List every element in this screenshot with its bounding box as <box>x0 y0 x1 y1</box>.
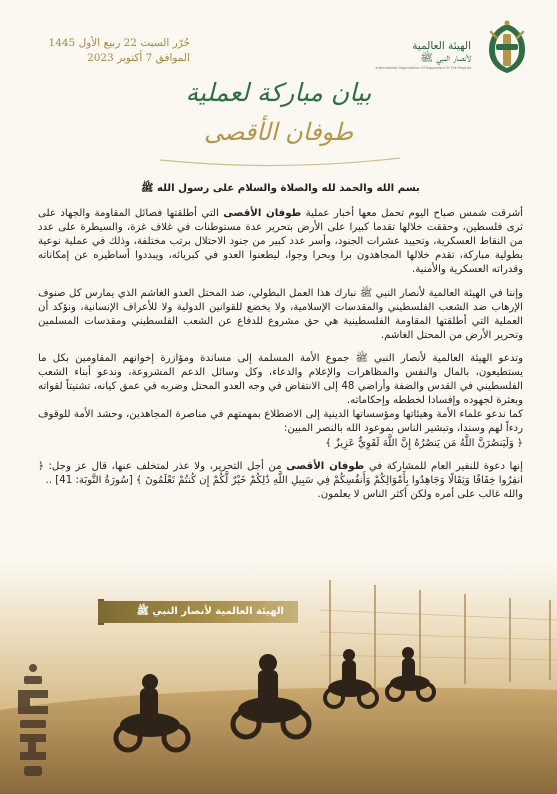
banner-label: الهيئة العالمية لأنصار النبي ﷺ <box>136 606 284 617</box>
org-logo-icon <box>477 18 537 78</box>
paragraph-5 <box>38 460 523 488</box>
title-ornament <box>150 130 410 170</box>
paragraph-4 <box>38 408 523 450</box>
date-gregorian: الموافق 7 أكتوبر 2023 <box>87 52 190 64</box>
org-name-line1: الهيئة العالمية <box>412 40 471 52</box>
p1-text-b: التي أطلقتها فصائل المقاومة والجهاد على ثرى فلسطين، وحققت خلالها تقدما كبيرا على الأرض بتحرير عدة مستوطنات في غلاف غزة، والسيطرة على عدد من النقاط العسكرية، وتحييد عشرات الجنود، وأسر عدد كبير من جنود الاحتلال برتب مختلفة، وذلك في عملية نوعية بطولية مباركة، تقدم خلالها المجاهدون برا وبحرا وجوا، ليطعنوا العدو في كبريائه، ويبددوا أساطيره عن إمكاناته وقدراته العسكرية والأمنية. <box>38 208 523 276</box>
operation-name: طوفان الأقصى <box>203 118 354 146</box>
statement-title: بيان مباركة لعملية <box>185 78 372 107</box>
opening-basmala: بسم الله والحمد لله والصلاة والسلام على رسول الله ﷺ <box>141 183 420 194</box>
p5-operation-name: طوفان الأقصى <box>286 460 365 472</box>
statement-body <box>38 182 523 511</box>
closing-line: والله غالب على أمره ولكن أكثر الناس لا يعلمون. <box>317 488 523 500</box>
p1-text-a: أشرقت شمس صباح اليوم تحمل معها أخبار عملية <box>301 208 523 220</box>
org-banner <box>98 601 298 623</box>
p1-operation-name: طوفان الأقصى <box>223 208 302 220</box>
p5-text-a: إنها دعوة للنفير العام للمشاركة في <box>364 460 523 472</box>
p5-text-b: من أجل التحرير، ولا عذر لمتخلف عنها، قال عز وجل: ﴿ انفِرُوا خِفَافًا وَثِقَالًا وَجَاهِدُوا بِأَمْوَالِكُمْ وَأَنفُسِكُمْ فِي سَبِيلِ اللَّهِ ذَٰلِكُمْ خَيْرٌ لَّكُمْ إِن كُنتُمْ تَعْلَمُونَ ﴾ [سُورَةُ التَّوبَة: 41] .. <box>38 460 523 486</box>
paragraph-3: وتدعو الهيئة العالمية لأنصار النبي ﷺ جموع الأمة المسلمة إلى مساندة ومؤازرة إخوانهم المقاومين بكل ما يستطيعون، بالمال والنفس والمظاهرات والإعلام والدعاء، وكل وسائل الدعم المشروعة، وندعو أبناء الشعب الفلسطيني في القدس والضفة وأراضي 48 إلى الانتفاض في وجه العدو المحتل وضربه في عمق كيانه، تشتيتاً لقواته وبعثرة لجهوده وإفسادا لخططه وإحكاماته. <box>38 352 523 407</box>
org-name-en: International Organization Of Supporters Of The Prophet <box>375 66 471 70</box>
footer-photo <box>0 560 557 794</box>
paragraph-1 <box>38 207 523 277</box>
org-name-line2: لأنصار النبي ﷺ <box>420 52 471 64</box>
date-block <box>30 36 190 66</box>
org-name <box>361 40 471 64</box>
p4-quran-verse: ﴿ وَلَيَنصُرَنَّ اللَّهُ مَن يَنصُرُهُ إِنَّ اللَّهَ لَقَوِيٌّ عَزِيزٌ ﴾ <box>325 437 523 449</box>
corner-logo-mark <box>10 660 56 782</box>
paragraph-2: وإننا في الهيئة العالمية لأنصار النبي ﷺ نبارك هذا العمل البطولي، ضد المحتل العدو الغاشم الذي يمارس كل صنوف الإرهاب ضد الشعب الفلسطيني والمقدسات الإسلامية، ولا يخضع للقوانين الدولية ولا للأعراف الإنسانية، ونؤكد أن العملية التي أطلقتها المقاومة الفلسطينية هي حق مشروع للدفاع عن الشعب الفلسطيني ومقدسات المسلمين وتحرير الأرض من المحتل الغاشم. <box>38 287 523 341</box>
date-hijri: حُرّر السبت 22 ربيع الأول 1445 <box>48 37 190 49</box>
org-header <box>367 18 537 78</box>
p4-text: كما ندعو علماء الأمة وهيئاتها ومؤسساتها الدينية إلى الاضطلاع بمهمتهم في مناصرة المجاهدين، وحشد الأمة للوقوف ردءاً لهم وسندا، وتبشير الناس بموعود الله بالنصر المبين: <box>38 409 523 435</box>
